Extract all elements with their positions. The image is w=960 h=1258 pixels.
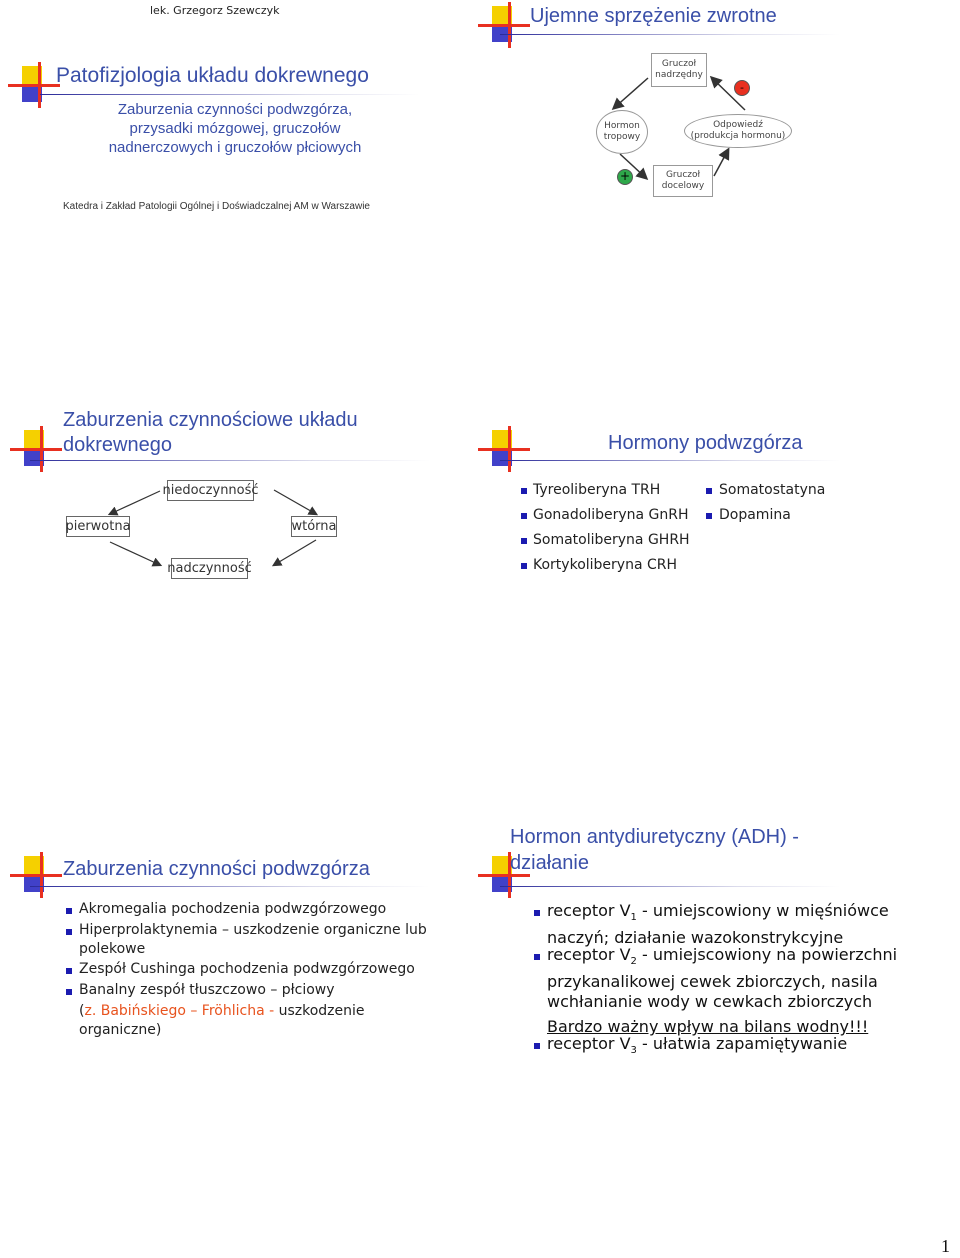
- title-line: dokrewnego: [63, 434, 172, 456]
- slide-footer: Katedra i Zakład Patologii Ogólnej i Doświadczalnej AM w Warszawie: [63, 201, 370, 212]
- list-text: receptor V: [547, 945, 631, 964]
- title-underline: [500, 460, 840, 461]
- subscript: 2: [630, 956, 637, 968]
- title-line: działanie: [510, 852, 589, 874]
- plus-badge: +: [617, 169, 633, 185]
- bullet-icon: [66, 929, 72, 935]
- list-item-continuation: [79, 1002, 365, 1040]
- list-line: wchłanianie wody w cewkach zbiorczych: [547, 992, 873, 1012]
- node-label: docelowy: [661, 181, 705, 191]
- subscript: 1: [630, 912, 637, 924]
- subtitle-line: nadnerczowych i gruczołów płciowych: [108, 139, 362, 156]
- node-label: (produkcja hormonu): [690, 131, 786, 141]
- subtitle-line: Zaburzenia czynności podwzgórza,: [117, 101, 353, 118]
- slide-title: Hormony podwzgórza: [608, 432, 803, 454]
- list-item: [547, 945, 897, 1037]
- list-text: uszkodzenie: [278, 1003, 365, 1019]
- title-underline: [500, 886, 840, 887]
- node-label: nadrzędny: [655, 70, 703, 80]
- title-underline: [30, 886, 430, 887]
- box-primary: pierwotna: [66, 516, 130, 537]
- slide-logo-icon: [10, 426, 66, 474]
- slide-subtitle: [60, 100, 410, 157]
- node-label: Gruczoł: [661, 59, 697, 69]
- bullet-icon: [521, 513, 527, 519]
- list-line: Hiperprolaktynemia – uszkodzenie organiczne lub: [79, 922, 427, 938]
- bullet-icon: [534, 910, 540, 916]
- list-item: Zespół Cushinga pochodzenia podwzgórzowego: [79, 961, 415, 977]
- title-underline: [500, 34, 840, 35]
- slide-title: Zaburzenia czynności podwzgórza: [63, 858, 370, 880]
- list-line: naczyń; działanie wazokonstrykcyjne: [547, 928, 844, 948]
- list-item: [79, 921, 427, 959]
- bullet-icon: [66, 989, 72, 995]
- node-target-gland: [653, 165, 713, 197]
- author-label: lek. Grzegorz Szewczyk: [150, 4, 280, 17]
- bullet-icon: [534, 954, 540, 960]
- bullet-icon: [521, 563, 527, 569]
- subscript: 3: [630, 1045, 637, 1057]
- node-upper-gland: [651, 53, 707, 87]
- title-underline: [30, 460, 430, 461]
- list-item: Gonadoliberyna GnRH: [533, 507, 689, 523]
- list-line: przykanalikowej cewek zbiorczych, nasila: [547, 972, 878, 992]
- node-label: Hormon: [604, 121, 640, 131]
- list-item: [547, 1034, 847, 1061]
- node-label: Odpowiedź: [713, 120, 763, 130]
- bullet-icon: [534, 1043, 540, 1049]
- title-line: Zaburzenia czynnościowe układu: [63, 409, 358, 431]
- list-item: Somatoliberyna GHRH: [533, 532, 690, 548]
- list-item: Dopamina: [719, 507, 791, 523]
- bullet-icon: [66, 968, 72, 974]
- title-line: Hormon antydiuretyczny (ADH) -: [510, 826, 799, 848]
- bullet-icon: [521, 488, 527, 494]
- slide-logo-icon: [478, 426, 534, 474]
- list-text: - umiejscowiony na powierzchni: [636, 945, 898, 964]
- list-item: Banalny zespół tłuszczowo – płciowy: [79, 982, 335, 998]
- eponym-text: z. Babińskiego – Fröhlicha -: [84, 1003, 279, 1019]
- bullet-icon: [521, 538, 527, 544]
- list-item: Kortykoliberyna CRH: [533, 557, 678, 573]
- underlined-note: Bardzo ważny wpływ na bilans wodny!!!: [547, 1017, 869, 1037]
- box-secondary: wtórna: [291, 516, 337, 537]
- list-text: receptor V: [547, 901, 631, 920]
- bullet-icon: [706, 488, 712, 494]
- list-text: receptor V: [547, 1034, 631, 1053]
- list-item: [547, 901, 889, 948]
- page-number: 1: [941, 1236, 950, 1256]
- node-label: Gruczoł: [665, 170, 701, 180]
- list-line: organiczne): [79, 1022, 162, 1038]
- list-item: Somatostatyna: [719, 482, 826, 498]
- subtitle-line: przysadki mózgowej, gruczołów: [129, 120, 341, 137]
- title-underline: [40, 94, 420, 95]
- slide-title: [63, 408, 358, 458]
- node-label: tropowy: [603, 132, 641, 142]
- bullet-icon: [706, 513, 712, 519]
- slide-title: [510, 824, 799, 876]
- list-line: polekowe: [79, 941, 146, 957]
- paren-open: (: [79, 1003, 85, 1019]
- minus-badge: -: [734, 80, 750, 96]
- slide-title: Ujemne sprzężenie zwrotne: [530, 5, 777, 27]
- slide-logo-icon: [10, 852, 66, 900]
- list-item: Akromegalia pochodzenia podwzgórzowego: [79, 901, 387, 917]
- list-text: - umiejscowiony w mięśniówce: [636, 901, 889, 920]
- box-hypofunction: niedoczynność: [167, 480, 254, 501]
- list-item: Tyreoliberyna TRH: [533, 482, 661, 498]
- bullet-icon: [66, 908, 72, 914]
- node-tropic-hormone: [596, 110, 648, 154]
- node-response: [684, 114, 792, 148]
- slide-title: Patofizjologia układu dokrewnego: [56, 64, 369, 87]
- list-text: - ułatwia zapamiętywanie: [636, 1034, 848, 1053]
- slide-logo-icon: [478, 2, 534, 50]
- box-hyperfunction: nadczynność: [171, 558, 248, 579]
